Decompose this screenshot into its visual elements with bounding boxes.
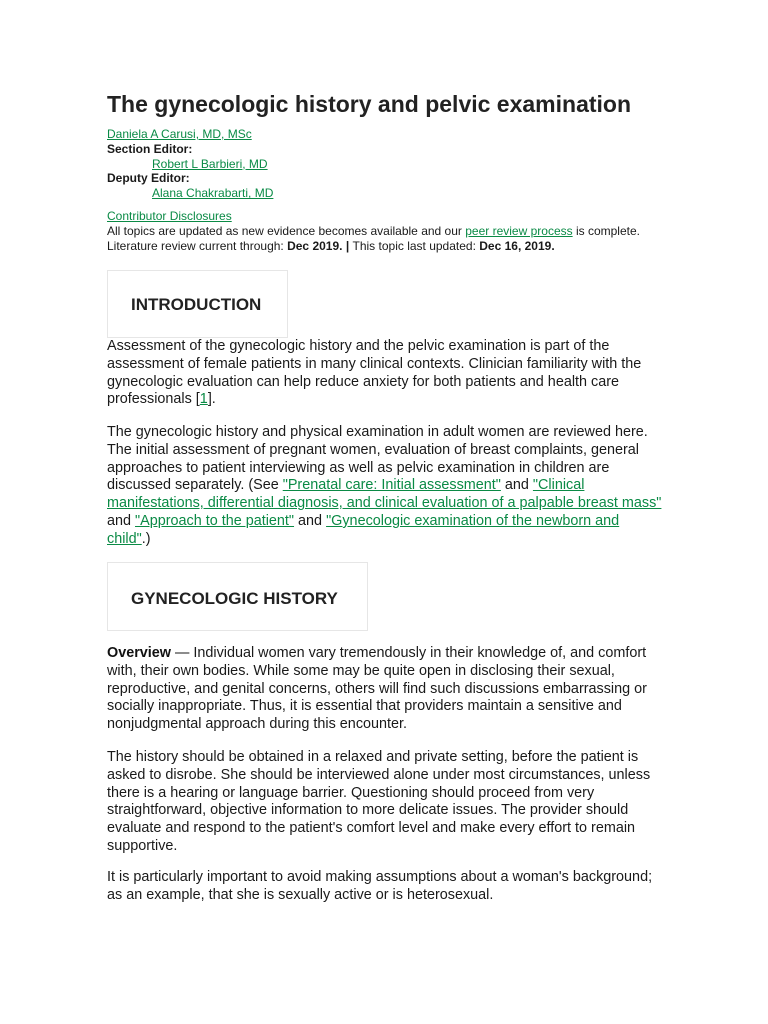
approach-to-patient-link[interactable]: "Approach to the patient": [135, 512, 295, 529]
lit-review-date: Dec 2019.: [287, 238, 343, 253]
date-separator: |: [342, 238, 353, 253]
deputy-editor-link[interactable]: Alana Chakrabarti, MD: [152, 186, 274, 201]
article-disclosures: [107, 209, 663, 253]
overview-text: — Individual women vary tremendously in their knowledge of, and comfort with, their own bodies. While some may be quite open in disclosing their sexual, reproductive, and genital concerns, others will find such discussions embarrassing or socially inappropriate. Thus, it is essential that providers maintain a sensitive and nonjudgmental approach during this encounter.: [107, 645, 647, 733]
introduction-paragraph-2: [107, 424, 663, 549]
intro-p2-and-2: and: [107, 512, 136, 529]
gynecologic-history-heading: GYNECOLOGIC HISTORY: [131, 589, 338, 608]
intro-p1-text: Assessment of the gynecologic history and the pelvic examination is part of the assessment of female patients in many clinical contexts. Clinician familiarity with the gynecologic evaluation can help reduce anxiety for both patients and health care professionals [: [107, 338, 642, 408]
updates-text-before: All topics are updated as new evidence becomes available and our: [107, 223, 466, 238]
reference-1-link[interactable]: 1: [199, 391, 208, 408]
lit-review-label: Literature review current through:: [107, 238, 288, 253]
breast-mass-link[interactable]: "Clinical manifestations, differential diagnosis, and clinical evaluation of a palpable breast mass": [107, 477, 662, 512]
history-paragraph-3: It is particularly important to avoid making assumptions about a woman's background; as an example, that she is sexually active or is heterosexual.: [107, 869, 653, 903]
introduction-paragraph-1: [107, 338, 663, 409]
history-paragraph-2: The history should be obtained in a relaxed and private setting, before the patient is asked to disrobe. She should be interviewed alone under most circumstances, unless there is a hearing or language barrier. Questioning should proceed from very straightforward, objective information to more delicate issues. The provider should evaluate and respond to the patient's comfort level and make every effort to remain supportive.: [107, 749, 651, 854]
article-meta: [107, 127, 663, 201]
updates-text-after: is complete.: [572, 223, 640, 238]
introduction-heading: INTRODUCTION: [131, 295, 262, 314]
peer-review-link[interactable]: peer review process: [465, 223, 573, 238]
deputy-editor-label: Deputy Editor:: [107, 171, 190, 186]
last-updated-label: This topic last updated:: [352, 238, 480, 253]
intro-p2-and-3: and: [294, 512, 327, 529]
author-link[interactable]: Daniela A Carusi, MD, MSc: [107, 127, 252, 141]
contributor-disclosures-link[interactable]: Contributor Disclosures: [107, 209, 232, 223]
intro-p2-text: The gynecologic history and physical examination in adult women are reviewed here. The initial assessment of pregnant women, evaluation of breast complaints, general approaches to patient interviewing as well as pelvic examination in children are discussed separately. (See: [107, 424, 648, 494]
last-updated-date: Dec 16, 2019.: [479, 238, 555, 253]
overview-label: Overview: [107, 645, 171, 661]
gyn-exam-child-link[interactable]: "Gynecologic examination of the newborn and child": [107, 512, 620, 547]
introduction-heading-box: [107, 270, 288, 338]
section-editor-link[interactable]: Robert L Barbieri, MD: [152, 156, 268, 171]
gynecologic-history-heading-box: [107, 562, 368, 631]
prenatal-care-link[interactable]: "Prenatal care: Initial assessment": [282, 477, 501, 494]
article-title: The gynecologic history and pelvic examination: [107, 91, 632, 117]
section-editor-label: Section Editor:: [107, 141, 193, 156]
intro-p2-and-1: and: [500, 477, 533, 494]
overview-paragraph: [107, 645, 663, 734]
intro-p2-end: .): [141, 530, 151, 547]
intro-p1-end: ].: [207, 391, 216, 408]
